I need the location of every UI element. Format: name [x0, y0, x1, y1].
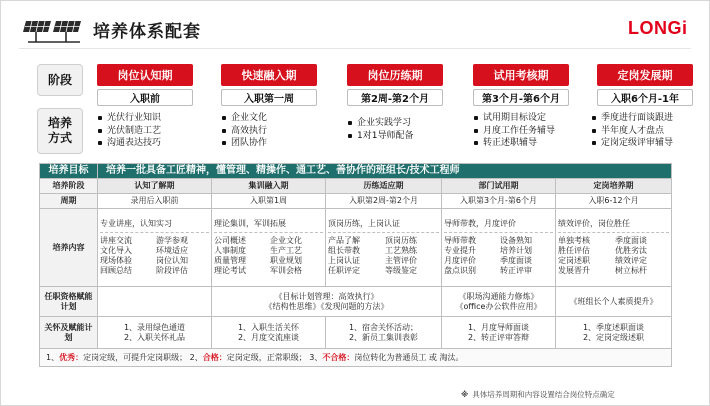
footer-excellent-text: 定岗定级，可提升定岗职级； — [83, 352, 188, 362]
content-detail: 回顾总结 — [100, 266, 132, 275]
method-item: 团队协作 — [221, 137, 339, 150]
method-item: 1对1导师配备 — [347, 130, 465, 143]
stage-2-title: 快速融入期 — [221, 64, 317, 86]
stage-3-period: 第2周-第2个月 — [347, 89, 443, 106]
content-summary: 导师带教，月度评价 — [444, 219, 553, 233]
content-summary: 绩效评价，岗位胜任 — [558, 219, 669, 233]
care-cell — [98, 317, 212, 349]
method-item: 企业实践学习 — [347, 117, 465, 130]
content-detail: 生产工艺 — [270, 246, 302, 255]
evaluation-footer-row — [40, 349, 672, 367]
page-title: 培养体系配套 — [93, 22, 201, 42]
row-label-period: 周期 — [40, 194, 98, 209]
content-detail: 导师带教 — [444, 236, 476, 245]
content-detail: 讲座交流 — [100, 236, 132, 245]
stage-2-period: 入职第一周 — [221, 89, 317, 106]
stage-1-title: 岗位认知期 — [97, 64, 193, 86]
table-period: 录用后入职前 — [98, 194, 212, 209]
method-item: 光伏行业知识 — [97, 112, 215, 125]
care-item: 1、入职生活关怀 — [237, 322, 300, 332]
care-cell — [442, 317, 556, 349]
content-detail: 理论考试 — [214, 266, 246, 275]
content-detail: 上岗认证 — [328, 256, 360, 265]
stage-4-title: 试用考核期 — [473, 64, 569, 86]
content-detail: 产品了解 — [328, 236, 360, 245]
content-detail: 阶段评估 — [156, 266, 188, 275]
stage-1-methods — [97, 112, 215, 150]
method-item: 月度工作任务辅导 — [473, 125, 591, 138]
stage-4-methods — [473, 112, 591, 150]
stage-5-title: 定岗发展期 — [597, 64, 693, 86]
content-detail: 绩效评定 — [615, 256, 648, 265]
content-summary: 专业讲座，认知实习 — [100, 219, 209, 233]
content-detail: 胜任评估 — [558, 246, 590, 255]
footer-num: 3、 — [309, 352, 323, 362]
content-detail: 职业规划 — [270, 256, 302, 265]
table-stage-name: 认知了解期 — [98, 179, 212, 194]
longi-logo: LONGi — [628, 18, 688, 38]
plan-course-right: 《职场沟通能力修炼》 《office办公软件应用》 — [442, 287, 556, 317]
content-cell — [98, 209, 212, 287]
care-item: 2、新员工集训表彰 — [348, 332, 419, 342]
content-detail: 组长带教 — [328, 246, 360, 255]
content-detail: 定岗述职 — [558, 256, 590, 265]
stage-3-title: 岗位历练期 — [347, 64, 443, 86]
content-detail: 质量管理 — [214, 256, 246, 265]
method-item: 沟通表达技巧 — [97, 137, 215, 150]
stage-2-methods — [221, 112, 339, 150]
footer-qualified-label: 合格： — [202, 352, 227, 362]
content-detail: 优胜劣汰 — [615, 246, 648, 255]
care-item: 1、宿舍关怀活动； — [348, 322, 419, 332]
method-label-text: 培养方式 — [47, 116, 72, 145]
content-summary: 理论集训，军训拓展 — [214, 219, 323, 233]
table-stage-name: 定岗培养期 — [556, 179, 672, 194]
care-cell — [212, 317, 326, 349]
care-item: 2、入职关怀礼品 — [123, 332, 186, 342]
care-cell — [556, 317, 672, 349]
content-detail: 环境适应 — [156, 246, 188, 255]
content-detail: 季度面谈 — [615, 236, 648, 245]
content-detail: 树立标杆 — [615, 266, 648, 275]
content-detail-list — [100, 236, 209, 276]
content-detail: 军训会格 — [270, 266, 302, 275]
method-item: 高效执行 — [221, 125, 339, 138]
goal-label: 培养目标 — [40, 164, 98, 179]
plan-empty — [98, 287, 212, 317]
method-label — [37, 108, 83, 154]
content-cell — [326, 209, 442, 287]
plan-course-mid: 《目标计划管理：高效执行》 《结构性思维》《发现问题的方法》 — [212, 287, 442, 317]
care-row — [40, 317, 672, 349]
care-item: 1、月度导师面谈 — [467, 322, 530, 332]
method-item: 季度进行面谈跟进 — [591, 112, 709, 125]
evaluation-footer — [40, 349, 672, 367]
content-detail: 公司概述 — [214, 236, 246, 245]
content-detail: 游学参观 — [156, 236, 188, 245]
method-item: 光伏制造工艺 — [97, 125, 215, 138]
content-detail-list — [214, 236, 323, 276]
content-cell — [556, 209, 672, 287]
content-detail: 人事制度 — [214, 246, 246, 255]
solar-panel-icon — [23, 17, 85, 43]
stage-1-period: 入职前 — [97, 89, 193, 106]
stage-label: 阶段 — [37, 64, 83, 96]
content-detail-list — [558, 236, 669, 276]
row-label-content: 培养内容 — [40, 209, 98, 287]
content-detail: 设备熟知 — [500, 236, 532, 245]
content-detail: 任职评定 — [328, 266, 360, 275]
content-detail-list — [444, 236, 553, 276]
content-summary: 顶岗历练，上岗认证 — [328, 219, 439, 233]
content-detail: 顶岗历练 — [385, 236, 417, 245]
content-detail: 工艺熟练 — [385, 246, 417, 255]
stage-3-methods — [347, 117, 465, 142]
method-item: 半年度人才盘点 — [591, 125, 709, 138]
content-cell — [212, 209, 326, 287]
period-row — [40, 194, 672, 209]
goal-text: 培养一批具备工匠精神，懂管理、精操作、通工艺、善协作的班组长/技术工程师 — [98, 164, 672, 179]
training-table — [39, 163, 672, 367]
stage-name-row — [40, 179, 672, 194]
table-stage-name: 历练适应期 — [326, 179, 442, 194]
content-detail: 单独考核 — [558, 236, 590, 245]
footer-qualified-text: 定岗定级，正常职级； — [226, 352, 307, 362]
header-divider — [19, 48, 691, 49]
content-detail: 文化导入 — [100, 246, 132, 255]
row-label-care: 关怀及赋能计划 — [40, 317, 98, 349]
table-stage-name: 集训融入期 — [212, 179, 326, 194]
stage-5-methods — [591, 112, 709, 150]
content-detail: 现场体验 — [100, 256, 132, 265]
method-item: 定岗定级评审辅导 — [591, 137, 709, 150]
content-row — [40, 209, 672, 287]
stage-5-period: 入职6个月-1年 — [597, 89, 693, 106]
method-item: 试用期目标设定 — [473, 112, 591, 125]
footnote — [461, 389, 615, 400]
content-cell — [442, 209, 556, 287]
plan-row — [40, 287, 672, 317]
content-detail: 季度面谈 — [500, 256, 532, 265]
plan-course-last: 《班组长个人素质提升》 — [556, 287, 672, 317]
content-detail: 月度评价 — [444, 256, 476, 265]
content-detail: 转正评审 — [500, 266, 532, 275]
content-detail: 专业提升 — [444, 246, 476, 255]
footer-num: 1、 — [46, 352, 60, 362]
content-detail: 等级鉴定 — [385, 266, 417, 275]
footer-unqualified-text: 岗位转化为普通员工 或 淘汰。 — [354, 352, 464, 362]
table-period: 入职第2周-第2个月 — [326, 194, 442, 209]
care-item: 2、定岗定级述职 — [582, 332, 645, 342]
content-detail: 主管评价 — [385, 256, 417, 265]
row-label-stage: 培养阶段 — [40, 179, 98, 194]
care-item: 2、转正评审答辩 — [467, 332, 530, 342]
care-item: 1、录用绿色通道 — [123, 322, 186, 332]
content-detail: 发展晋升 — [558, 266, 590, 275]
footnote-text: 具体培养周期和内容设置结合岗位特点确定 — [472, 390, 615, 399]
table-period: 入职第3个月-第6个月 — [442, 194, 556, 209]
reference-mark-icon: ※ — [461, 390, 469, 399]
table-stage-name: 部门试用期 — [442, 179, 556, 194]
row-label-plan: 任职资格赋能计划 — [40, 287, 98, 317]
stage-4-period: 第3个月-第6个月 — [473, 89, 569, 106]
care-item: 1、季度述职面谈 — [582, 322, 645, 332]
goal-row — [40, 164, 672, 179]
footer-num: 2、 — [189, 352, 203, 362]
content-detail: 盘点识别 — [444, 266, 476, 275]
method-item: 转正述职辅导 — [473, 137, 591, 150]
content-detail-list — [328, 236, 439, 276]
footer-unqualified-label: 不合格： — [322, 352, 355, 362]
care-item: 2、月度交流座谈 — [237, 332, 300, 342]
content-detail: 培养计划 — [500, 246, 532, 255]
footer-excellent-label: 优秀： — [59, 352, 84, 362]
content-detail: 岗位认知 — [156, 256, 188, 265]
table-period: 入职6-12个月 — [556, 194, 672, 209]
content-detail: 企业文化 — [270, 236, 302, 245]
table-period: 入职第1周 — [212, 194, 326, 209]
care-cell — [326, 317, 442, 349]
method-item: 企业文化 — [221, 112, 339, 125]
